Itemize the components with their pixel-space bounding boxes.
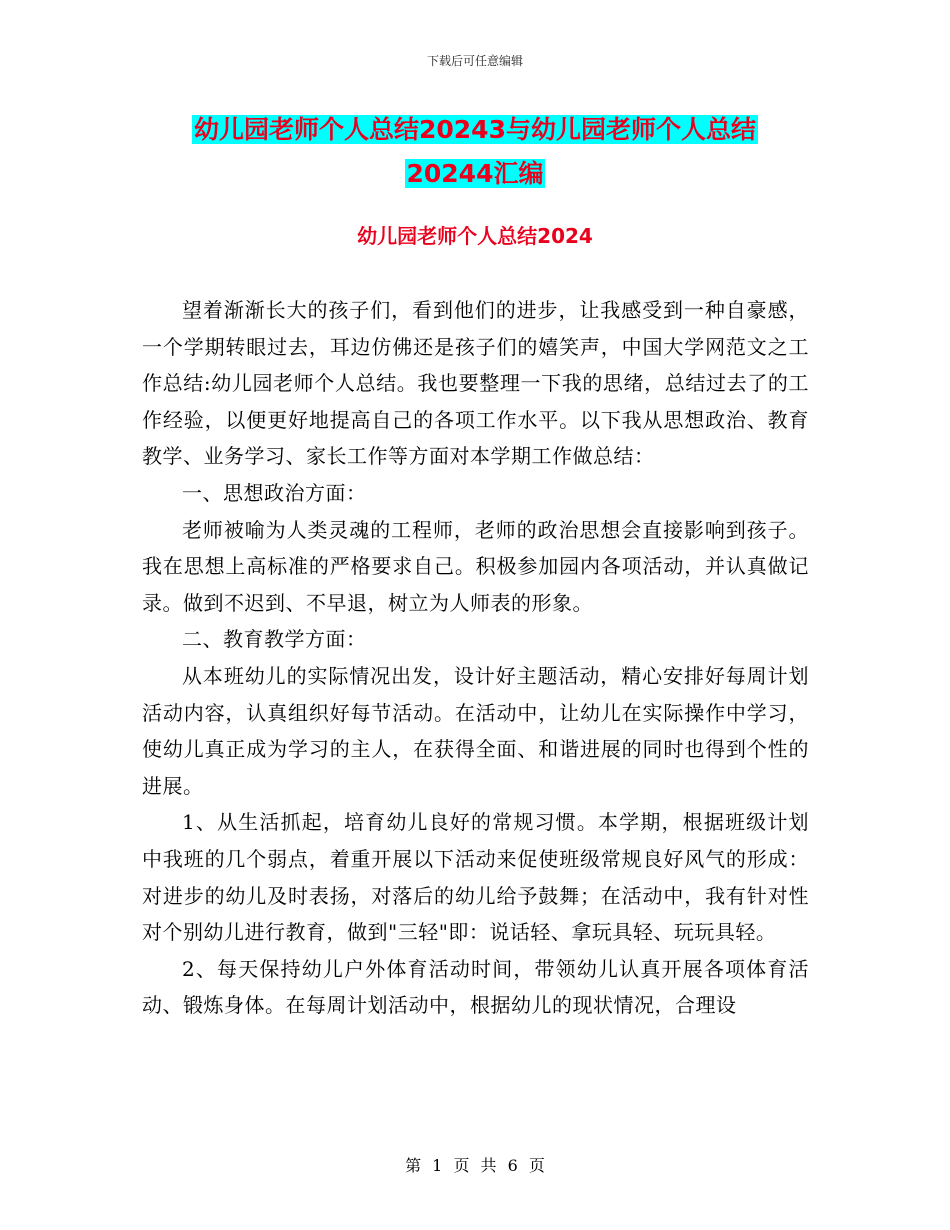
heading-ideology: 一、思想政治方面： — [182, 480, 367, 505]
page-header: 下载后可任意编辑 — [426, 54, 523, 68]
title-line-1: 幼儿园老师个人总结20243与幼儿园老师个人总结 — [194, 115, 756, 144]
section-title: 幼儿园老师个人总结2024 — [357, 224, 593, 248]
paragraph-intro: 望着渐渐长大的孩子们，看到他们的进步，让我感受到一种自豪感，一个学期转眼过去，耳边仿佛还是孩子们的嬉笑声，中国大学网范文之工作总结:幼儿园老师个人总结。我也要整理一下我的思绪，总结过去了的工作经验，以便更好地提高自己的各项工作水平。以下我从思想政治、教育教学、业务学习、家长工作等方面对本学期工作做总结： — [142, 298, 809, 469]
paragraph-ideology: 老师被喻为人类灵魂的工程师，老师的政治思想会直接影响到孩子。我在思想上高标准的严格要求自己。积极参加园内各项活动，并认真做记录。做到不迟到、不早退，树立为人师表的形象。 — [142, 517, 809, 615]
page-footer: 第 1 页 共 6 页 — [405, 1156, 545, 1175]
paragraph-item-2: 2、每天保持幼儿户外体育活动时间，带领幼儿认真开展各项体育活动、锻炼身体。在每周计划活动中，根据幼儿的现状情况，合理设 — [142, 956, 809, 1018]
title-line-2: 20244汇编 — [406, 159, 544, 188]
document-title — [0, 108, 950, 196]
heading-teaching: 二、教育教学方面： — [182, 627, 367, 652]
paragraph-item-1: 1、从生活抓起，培育幼儿良好的常规习惯。本学期，根据班级计划中我班的几个弱点，着重开展以下活动来促使班级常规良好风气的形成：对进步的幼儿及时表扬，对落后的幼儿给予鼓舞；在活动中，我有针对性对个别幼儿进行教育，做到"三轻"即：说话轻、拿玩具轻、玩玩具轻。 — [142, 810, 809, 945]
paragraph-teaching: 从本班幼儿的实际情况出发，设计好主题活动，精心安排好每周计划活动内容，认真组织好每节活动。在活动中，让幼儿在实际操作中学习，使幼儿真正成为学习的主人，在获得全面、和谐进展的同时也得到个性的进展。 — [142, 663, 809, 798]
document-body — [142, 292, 809, 1024]
